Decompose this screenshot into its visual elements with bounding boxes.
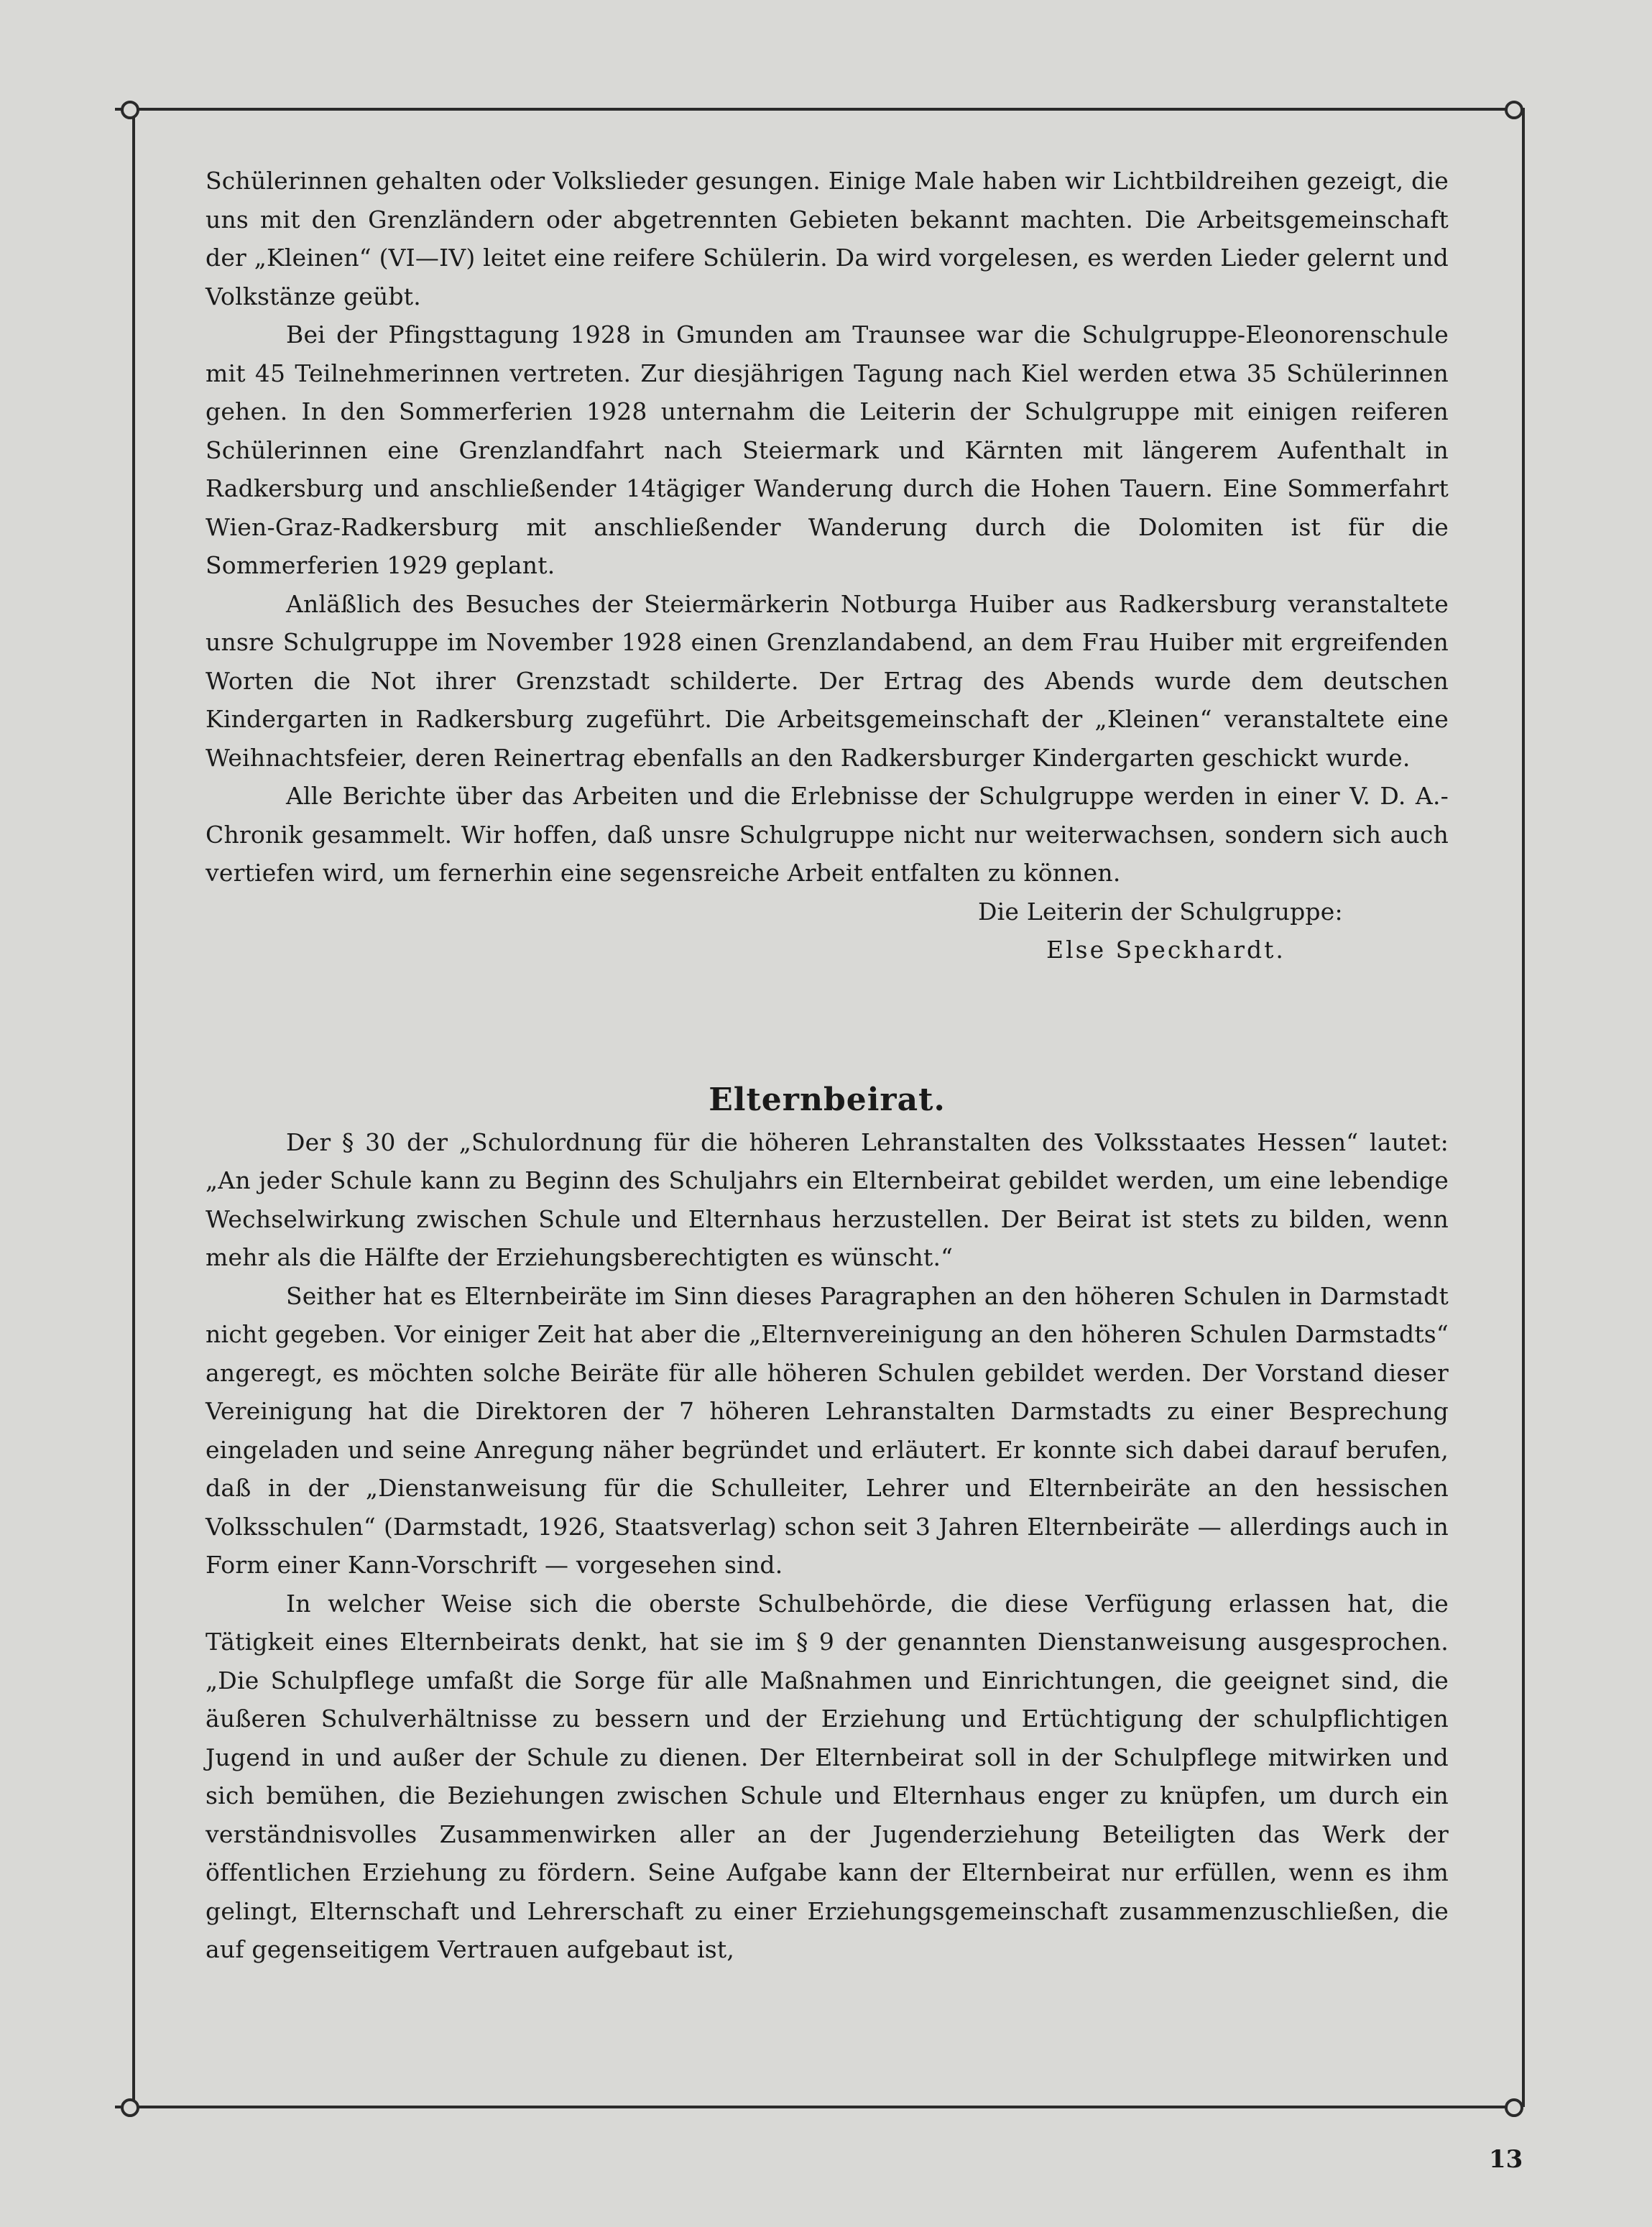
signature-role: Die Leiterin der Schulgruppe: [978, 897, 1343, 926]
page-content [206, 162, 1449, 1969]
paragraph: In welcher Weise sich die oberste Schulbehörde, die diese Verfügung erlassen hat, die Tätigkeit eines Elternbeirats denkt, hat sie im § 9 der genannten Dienstanweisung ausgesprochen. „Die Schulpflege umfaßt die Sorge für alle Maßnahmen und Einrichtungen, die geeignet sind, die äußeren Schulverhältnisse zu bessern und der Erziehung und Ertüchtigung der schulpflichtigen Jugend in und außer der Schule zu dienen. Der Elternbeirat soll in der Schulpflege mitwirken und sich bemühen, die Beziehungen zwischen Schule und Elternhaus enger zu knüpfen, um durch ein verständnisvolles Zusammenwirken aller an der Jugenderziehung Beteiligten das Werk der öffentlichen Erziehung zu fördern. Seine Aufgabe kann der Elternbeirat nur erfüllen, wenn es ihm gelingt, Elternschaft und Lehrerschaft zu einer Erziehungsgemeinschaft zusammenzuschließen, die auf gegenseitigem Vertrauen aufgebaut ist, [206, 1589, 1449, 1963]
frame-corner-ornament [1505, 101, 1523, 119]
paragraph: Der § 30 der „Schulordnung für die höheren Lehranstalten des Volksstaates Hessen“ lautet: „An jeder Schule kann zu Beginn des Schuljahrs ein Elternbeirat gebildet werden, um eine lebendige Wechselwirkung zwischen Schule und Elternhaus herzustellen. Der Beirat ist stets zu bilden, wenn mehr als die Hälfte der Erziehungsberechtigten es wünscht.“ [206, 1128, 1449, 1271]
paragraph: Seither hat es Elternbeiräte im Sinn dieses Paragraphen an den höheren Schulen in Darmstadt nicht gegeben. Vor einiger Zeit hat aber die „Elternvereinigung an den höheren Schulen Darmstadts“ angeregt, es möchten solche Beiräte für alle höheren Schulen gebildet werden. Der Vorstand dieser Vereinigung hat die Direktoren der 7 höheren Lehranstalten Darmstadts zu einer Besprechung eingeladen und seine Anregung näher begründet und erläutert. Er konnte sich dabei darauf berufen, daß in der „Dienstanweisung für die Schulleiter, Lehrer und Elternbeiräte an den hessischen Volksschulen“ (Darmstadt, 1926, Staatsverlag) schon seit 3 Jahren Elternbeiräte — allerdings auch in Form einer Kann-Vorschrift — vorgesehen sind. [206, 1281, 1449, 1579]
signature-name: Else Speckhardt. [1046, 936, 1286, 964]
paragraph: Alle Berichte über das Arbeiten und die Erlebnisse der Schulgruppe werden in einer V. D. A.-Chronik gesammelt. Wir hoffen, daß unsre Schulgruppe nicht nur weiterwachsen, sondern sich auch vertiefen wird, um fernerhin eine segensreiche Arbeit entfalten zu können. [206, 782, 1449, 887]
paragraph: Schülerinnen gehalten oder Volkslieder gesungen. Einige Male haben wir Lichtbildreihen gezeigt, die uns mit den Grenzländern oder abgetrennten Gebieten bekannt machten. Die Arbeitsgemeinschaft der „Kleinen“ (VI—IV) leitet eine reifere Schülerin. Da wird vorgelesen, es werden Lieder gelernt und Volkstänze geübt. [206, 167, 1449, 310]
section-title: Elternbeirat. [709, 1081, 946, 1118]
paragraph: Bei der Pfingsttagung 1928 in Gmunden am Traunsee war die Schulgruppe-Eleonorenschule mit 45 Teilnehmerinnen vertreten. Zur diesjährigen Tagung nach Kiel werden etwa 35 Schülerinnen gehen. In den Sommerferien 1928 unternahm die Leiterin der Schulgruppe mit einigen reiferen Schülerinnen eine Grenzlandfahrt nach Steiermark und Kärnten mit längerem Aufenthalt in Radkersburg und anschließender 14tägiger Wanderung durch die Hohen Tauern. Eine Sommerfahrt Wien-Graz-Radkersburg mit anschließender Wanderung durch die Dolomiten ist für die Sommerferien 1929 geplant. [206, 321, 1449, 579]
page-number: 13 [1489, 2145, 1523, 2174]
paragraph: Anläßlich des Besuches der Steiermärkerin Notburga Huiber aus Radkersburg veranstaltete unsre Schulgruppe im November 1928 einen Grenzlandabend, an dem Frau Huiber mit ergreifenden Worten die Not ihrer Grenzstadt schilderte. Der Ertrag des Abends wurde dem deutschen Kindergarten in Radkersburg zugeführt. Die Arbeitsgemeinschaft der „Kleinen“ veranstaltete eine Weihnachtsfeier, deren Reinertrag ebenfalls an den Radkersburger Kindergarten geschickt wurde. [206, 589, 1449, 772]
frame-corner-ornament [1505, 2098, 1523, 2117]
frame-corner-ornament [121, 101, 139, 119]
frame-corner-ornament [121, 2098, 139, 2117]
